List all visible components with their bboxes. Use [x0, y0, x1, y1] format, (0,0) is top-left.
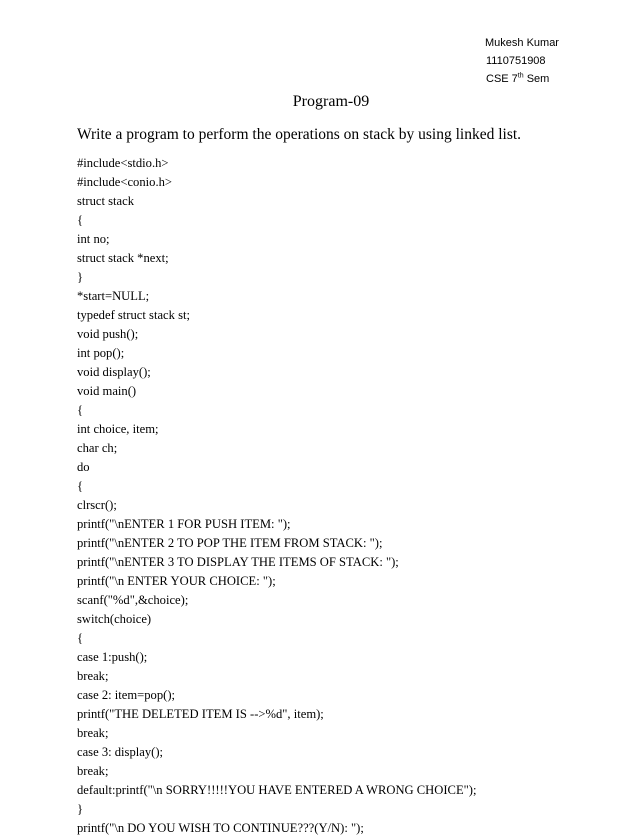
code-line: void push(); — [77, 327, 139, 341]
code-line: char ch; — [77, 441, 118, 455]
code-line: void display(); — [77, 365, 151, 379]
code-line: case 3: display(); — [77, 745, 164, 759]
code-line: printf("\n ENTER YOUR CHOICE: "); — [77, 574, 276, 588]
code-line: struct stack *next; — [77, 251, 169, 265]
code-listing — [77, 154, 617, 838]
code-line: do — [77, 460, 90, 474]
code-line: default:printf("\n SORRY!!!!!YOU HAVE ENTERED A WRONG CHOICE"); — [77, 783, 477, 797]
code-line: printf("\nENTER 1 FOR PUSH ITEM: "); — [77, 517, 291, 531]
roll-number: 1110751908 — [486, 55, 546, 67]
code-line: typedef struct stack st; — [77, 308, 190, 322]
program-title: Program-09 — [292, 93, 370, 110]
code-line: #include<conio.h> — [77, 175, 172, 189]
code-line: int choice, item; — [77, 422, 159, 436]
semester-prefix: CSE 7 — [486, 73, 518, 85]
code-line: case 1:push(); — [77, 650, 148, 664]
code-line: break; — [77, 764, 109, 778]
code-line: { — [77, 213, 84, 227]
code-line: case 2: item=pop(); — [77, 688, 176, 702]
code-line: int no; — [77, 232, 110, 246]
code-line: printf("\nENTER 2 TO POP THE ITEM FROM STACK: "); — [77, 536, 383, 550]
code-line: scanf("%d",&choice); — [77, 593, 189, 607]
code-line: break; — [77, 726, 109, 740]
code-line: } — [77, 802, 84, 816]
code-line: { — [77, 631, 84, 645]
author-header — [478, 34, 588, 88]
semester-superscript: th — [517, 72, 524, 80]
code-line: printf("\n DO YOU WISH TO CONTINUE???(Y/N): "); — [77, 821, 364, 835]
code-line: printf("THE DELETED ITEM IS -->%d", item); — [77, 707, 324, 721]
code-line: { — [77, 403, 84, 417]
code-line: *start=NULL; — [77, 289, 150, 303]
semester-suffix: Sem — [523, 73, 550, 85]
question-text: Write a program to perform the operations on stack by using linked list. — [77, 126, 522, 143]
code-line: #include<stdio.h> — [77, 156, 169, 170]
code-line: { — [77, 479, 84, 493]
author-name: Mukesh Kumar — [485, 37, 559, 49]
code-line: void main() — [77, 384, 137, 398]
semester-label — [478, 70, 588, 88]
code-line: struct stack — [77, 194, 135, 208]
code-line: break; — [77, 669, 109, 683]
code-line: printf("\nENTER 3 TO DISPLAY THE ITEMS OF STACK: "); — [77, 555, 399, 569]
code-line: } — [77, 270, 84, 284]
code-line: switch(choice) — [77, 612, 152, 626]
code-line: clrscr(); — [77, 498, 117, 512]
code-line: int pop(); — [77, 346, 125, 360]
